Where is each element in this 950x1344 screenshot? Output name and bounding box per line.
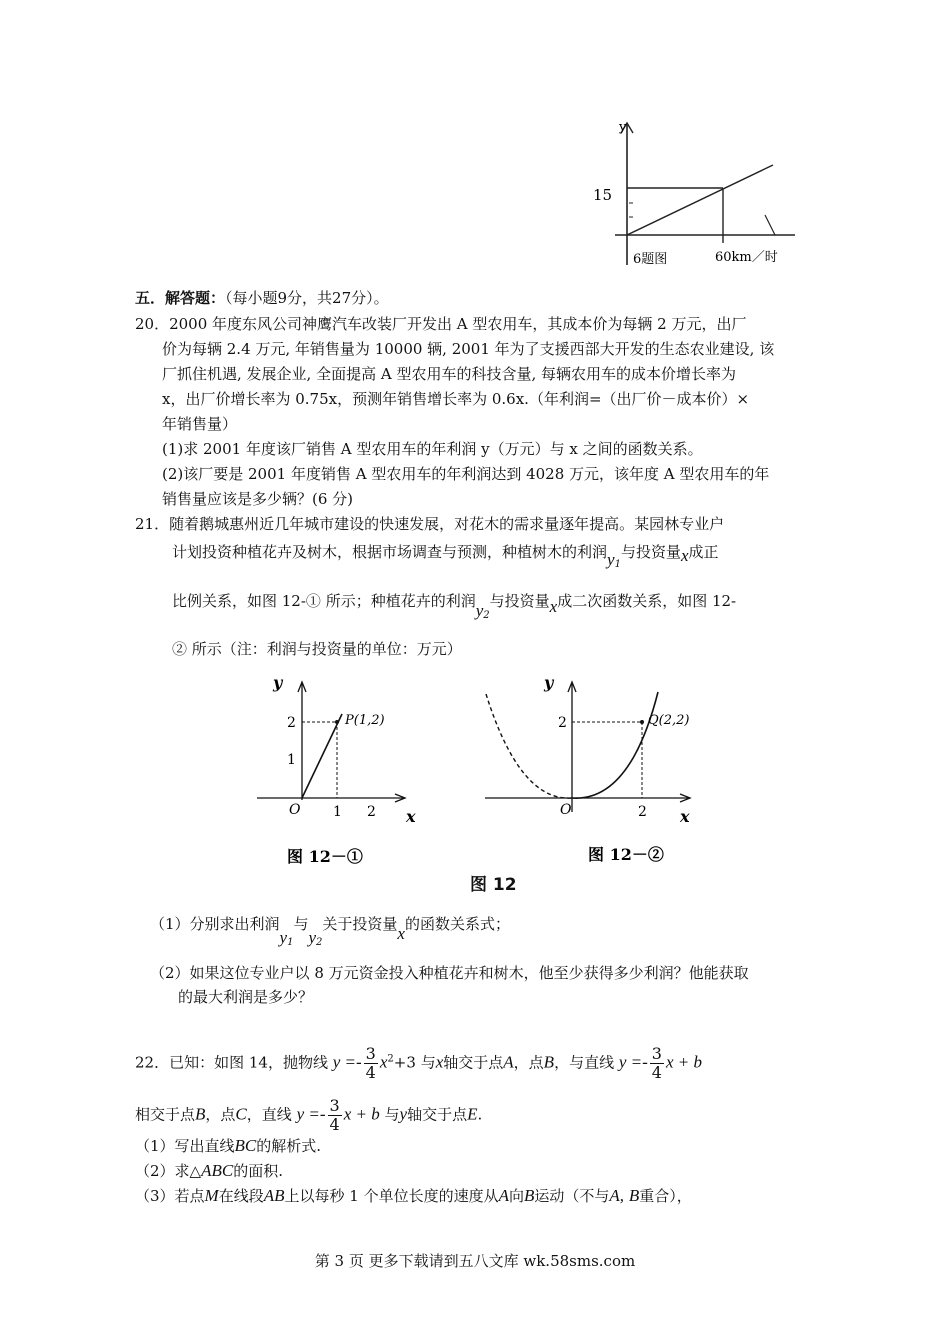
fig12-1-tick-2x: 2 xyxy=(367,804,376,820)
page-footer: 第 3 页 更多下载请到五八文库 wk.58sms.com xyxy=(314,1252,636,1270)
fig12-1-tick-1x: 1 xyxy=(333,804,342,820)
q21-part-1: （1）分别求出利润$y_1$与$y_2$关于投资量x的函数关系式； xyxy=(150,915,510,948)
figure-12-2 xyxy=(480,672,710,872)
section-heading xyxy=(135,287,389,309)
q21-line-4: ② 所示（注：利润与投资量的单位：万元） xyxy=(172,640,462,658)
q22-part-3: （3）若点M在线段AB上以每秒 1 个单位长度的速度从A向B运动（不与A, B重合）， xyxy=(135,1186,692,1205)
fig12-1-caption: 图 12－① xyxy=(287,847,363,866)
fig12-2-origin: O xyxy=(560,802,572,818)
fig12-2-dashed-branch xyxy=(486,694,572,798)
q20-line-3: 厂抓住机遇, 发展企业, 全面提高 A 型农用车的科技含量, 每辆农用车的成本价增长率为 xyxy=(162,365,736,383)
figure-6-graph xyxy=(585,115,810,275)
fig6-y-tick: 15 xyxy=(593,186,613,204)
q20-line-5: 年销售量） xyxy=(162,415,238,433)
q20-line-6: (1)求 2001 年度该厂销售 A 型农用车的年利润 y（万元）与 x 之间的函数关系。 xyxy=(162,440,703,458)
fig12-1-point-p xyxy=(335,720,339,724)
fig12-1-y-label: y xyxy=(273,673,283,692)
section-note: （每小题9分，共27分）。 xyxy=(225,289,389,307)
fig12-2-point-label: Q(2,2) xyxy=(648,713,690,728)
q22-line-1: 22．已知：如图 14，抛物线 y =- $\frac{3}{4}$ $x^2+3$ 与x轴交于点A，点B，与直线 y =- $\frac{3}{4}$ x + b xyxy=(135,1044,703,1082)
fig12-1-x-label: x xyxy=(406,807,416,826)
fig12-1-line xyxy=(302,714,342,798)
fig6-caption: 6题图 xyxy=(633,252,668,267)
fig12-2-caption: 图 12－② xyxy=(588,845,664,864)
fig12-2-x-label: x xyxy=(680,807,690,826)
q20-line-1: 20．2000 年度东风公司神鹰汽车改装厂开发出 A 型农用车，其成本价为每辆 2 万元，出厂 xyxy=(135,315,747,333)
var-x: x xyxy=(549,597,558,616)
q21-line-2: 计划投资种植花卉及树木，根据市场调查与预测，种植树木的利润$y_1$与投资量x成正 xyxy=(172,543,719,570)
fig12-1-point-label: P(1,2) xyxy=(345,713,385,728)
q21-part-2b: 的最大利润是多少？ xyxy=(178,988,314,1006)
q20-line-8: 销售量应该是多少辆？(6 分) xyxy=(162,490,354,508)
q22-line-2: 相交于点B，点C，直线 y =- $\frac{3}{4}$ x + b 与y轴交于点E. xyxy=(135,1096,483,1134)
q22-part-1: （1）写出直线BC的解析式. xyxy=(135,1136,322,1155)
figure-12-caption: 图 12 xyxy=(470,875,517,895)
fig12-2-tick-2y: 2 xyxy=(558,715,567,731)
fig12-2-parabola xyxy=(572,692,658,798)
q21-line-1: 21．随着鹅城惠州近几年城市建设的快速发展，对花木的需求量逐年提高。某园林专业户 xyxy=(135,515,725,533)
fig12-2-y-label: y xyxy=(544,673,554,692)
fig6-y-label: y xyxy=(619,120,627,135)
section-title: 五．解答题： xyxy=(135,289,226,307)
var-y2: y xyxy=(475,601,484,620)
q21-line-3: 比例关系，如图 12-① 所示；种植花卉的利润$y_2$与投资量x成二次函数关系，如图 12- xyxy=(172,592,737,621)
q20-line-2: 价为每辆 2.4 万元, 年销售量为 10000 辆, 2001 年为了支援西部大开发的生态农业建设, 该 xyxy=(162,340,775,358)
var-y1: y xyxy=(607,550,615,569)
figure-12-1 xyxy=(255,672,425,872)
fig12-1-origin: O xyxy=(289,802,301,818)
q22-part-2: （2）求△ABC的面积. xyxy=(135,1161,283,1180)
fig12-2-tick-2x: 2 xyxy=(638,804,647,820)
q21-part-2a: （2）如果这位专业户以 8 万元资金投入种植花卉和树木，他至少获得多少利润？他能获取 xyxy=(150,964,749,982)
q20-line-4: x，出厂价增长率为 0.75x，预测年销售增长率为 0.6x.（年利润=（出厂价－成本价）× xyxy=(162,390,750,408)
var-x: x xyxy=(680,546,689,565)
fig12-2-point-q xyxy=(640,720,644,724)
fig12-1-tick-2: 2 xyxy=(287,715,296,731)
q20-line-7: (2)该厂要是 2001 年度销售 A 型农用车的年利润达到 4028 万元，该年度 A 型农用车的年 xyxy=(162,465,770,483)
fig6-x-tick: 60km／时 xyxy=(715,250,778,265)
fig12-1-tick-1y: 1 xyxy=(287,752,296,768)
fig6-line xyxy=(627,165,773,235)
